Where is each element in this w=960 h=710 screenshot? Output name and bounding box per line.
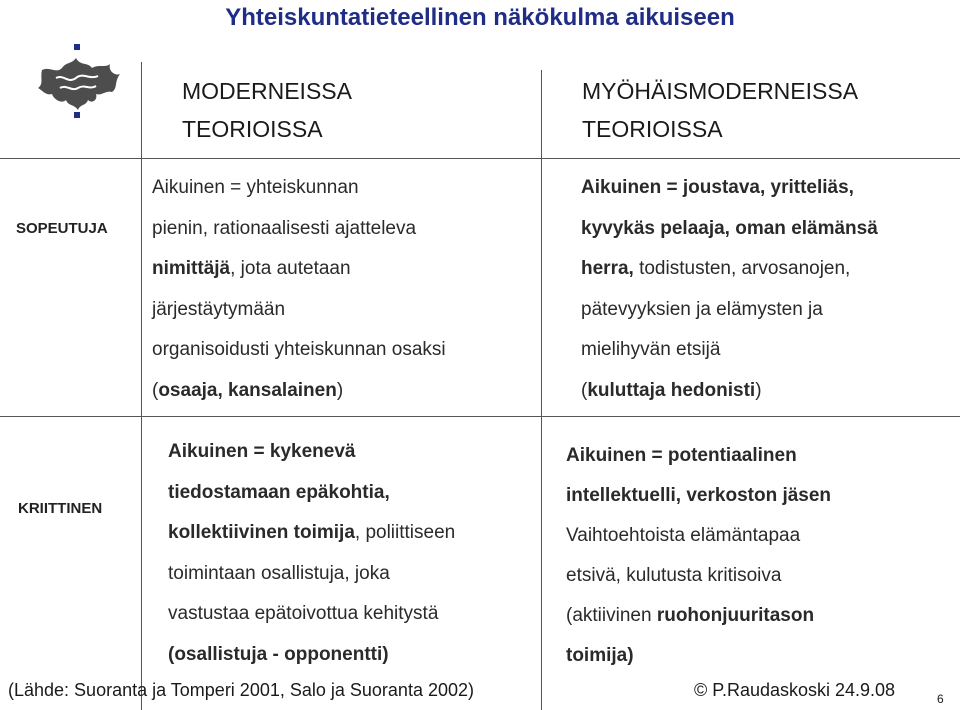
university-flame-logo-icon [36,44,126,129]
table-divider-top [0,158,960,159]
cell-text-segment: kyvykäs pelaaja, oman elämänsä [581,217,878,239]
cell-text-segment: Aikuinen = potentiaalinen [566,445,797,466]
cell-line [581,330,878,371]
page-title: Yhteiskuntatieteellinen näkökulma aikuiseen [225,4,735,31]
column-header-modern-line1: MODERNEISSA [182,78,352,104]
cell-line [152,209,446,250]
source-citation: (Lähde: Suoranta ja Tomperi 2001, Salo ja Suoranta 2002) [8,680,474,700]
cell-text-segment: ) [336,379,344,401]
cell-kriittinen-latemodern [566,436,831,676]
cell-line [168,473,455,514]
cell-text-segment: , jota autetaan [230,258,351,279]
cell-text-segment: vastustaa epätoivottua kehitystä [168,603,439,625]
cell-line [581,168,878,209]
cell-text-segment: osaaja, kansalainen [158,379,337,401]
cell-text-segment: Vaihtoehtoista elämäntapaa [566,525,801,546]
cell-line [566,596,831,636]
cell-text-segment: Aikuinen = kykenevä [168,441,356,462]
cell-line [581,371,878,412]
cell-line [152,249,446,290]
cell-line [566,516,831,556]
cell-line [168,594,455,635]
cell-line [581,209,878,250]
cell-text-segment: pienin, rationaalisesti ajatteleva [152,217,417,239]
cell-text-segment: (aktiivinen [566,605,657,626]
cell-text-segment: Aikuinen = yhteiskunnan [152,177,359,198]
cell-text-segment: toimija) [566,645,634,666]
cell-text-segment: herra, [581,258,634,279]
cell-text-segment: pätevyyksien ja elämysten ja [581,298,823,320]
cell-text-segment: ( [152,379,159,401]
cell-line [581,249,878,290]
row-label-kriittinen: KRIITTINEN [18,500,103,517]
cell-text-segment: intellektuelli, verkoston jäsen [566,485,832,506]
cell-text-segment: toimintaan osallistuja, joka [168,562,390,584]
copyright-note: © P.Raudaskoski 24.9.08 [694,680,896,700]
cell-text-segment: , poliittiseen [354,522,456,544]
cell-text-segment: ruohonjuuritason [656,605,815,626]
page-number: 6 [937,692,944,706]
cell-line [152,330,446,371]
cell-text-segment: kuluttaja hedonisti [587,379,756,401]
cell-line [581,290,878,331]
cell-text-segment: nimittäjä [152,258,231,279]
cell-line [168,513,455,554]
cell-line [566,556,831,596]
cell-text-segment: ) [755,379,762,401]
cell-text-segment: järjestäytymään [152,298,286,320]
cell-text-segment: Aikuinen = joustava, yritteliäs, [581,177,854,198]
cell-text-segment: organisoidusti yhteiskunnan osaksi [152,339,446,360]
cell-text-segment: ( [581,379,588,401]
table-divider-middle [0,416,960,417]
row-label-sopeutuja: SOPEUTUJA [16,220,108,237]
cell-text-segment: tiedostamaan epäkohtia, [168,481,390,503]
cell-line [168,432,455,473]
column-header-modern [182,72,352,148]
column-header-modern-line2: TEORIOISSA [182,116,323,142]
cell-line [152,168,446,209]
cell-line [168,635,455,676]
table-divider-vertical-right [541,70,542,710]
cell-text-segment: etsivä, kulutusta kritisoiva [566,565,782,586]
cell-kriittinen-modern [168,432,455,676]
cell-line [566,436,831,476]
column-header-latemodern-line1: MYÖHÄISMODERNEISSA [582,78,859,104]
table-divider-vertical-left [141,62,142,710]
cell-line [152,371,446,412]
cell-sopeutuja-modern [152,168,446,411]
cell-line [168,554,455,595]
cell-line [566,636,831,676]
column-header-latemodern [582,72,858,148]
cell-text-segment: todistusten, arvosanojen, [633,258,851,279]
cell-text-segment: mielihyvän etsijä [581,339,721,360]
column-header-latemodern-line2: TEORIOISSA [582,116,723,142]
cell-line [566,476,831,516]
cell-text-segment: kollektiivinen toimija [168,522,355,544]
cell-sopeutuja-latemodern [581,168,878,411]
cell-text-segment: (osallistuja - opponentti) [168,643,389,665]
cell-line [152,290,446,331]
